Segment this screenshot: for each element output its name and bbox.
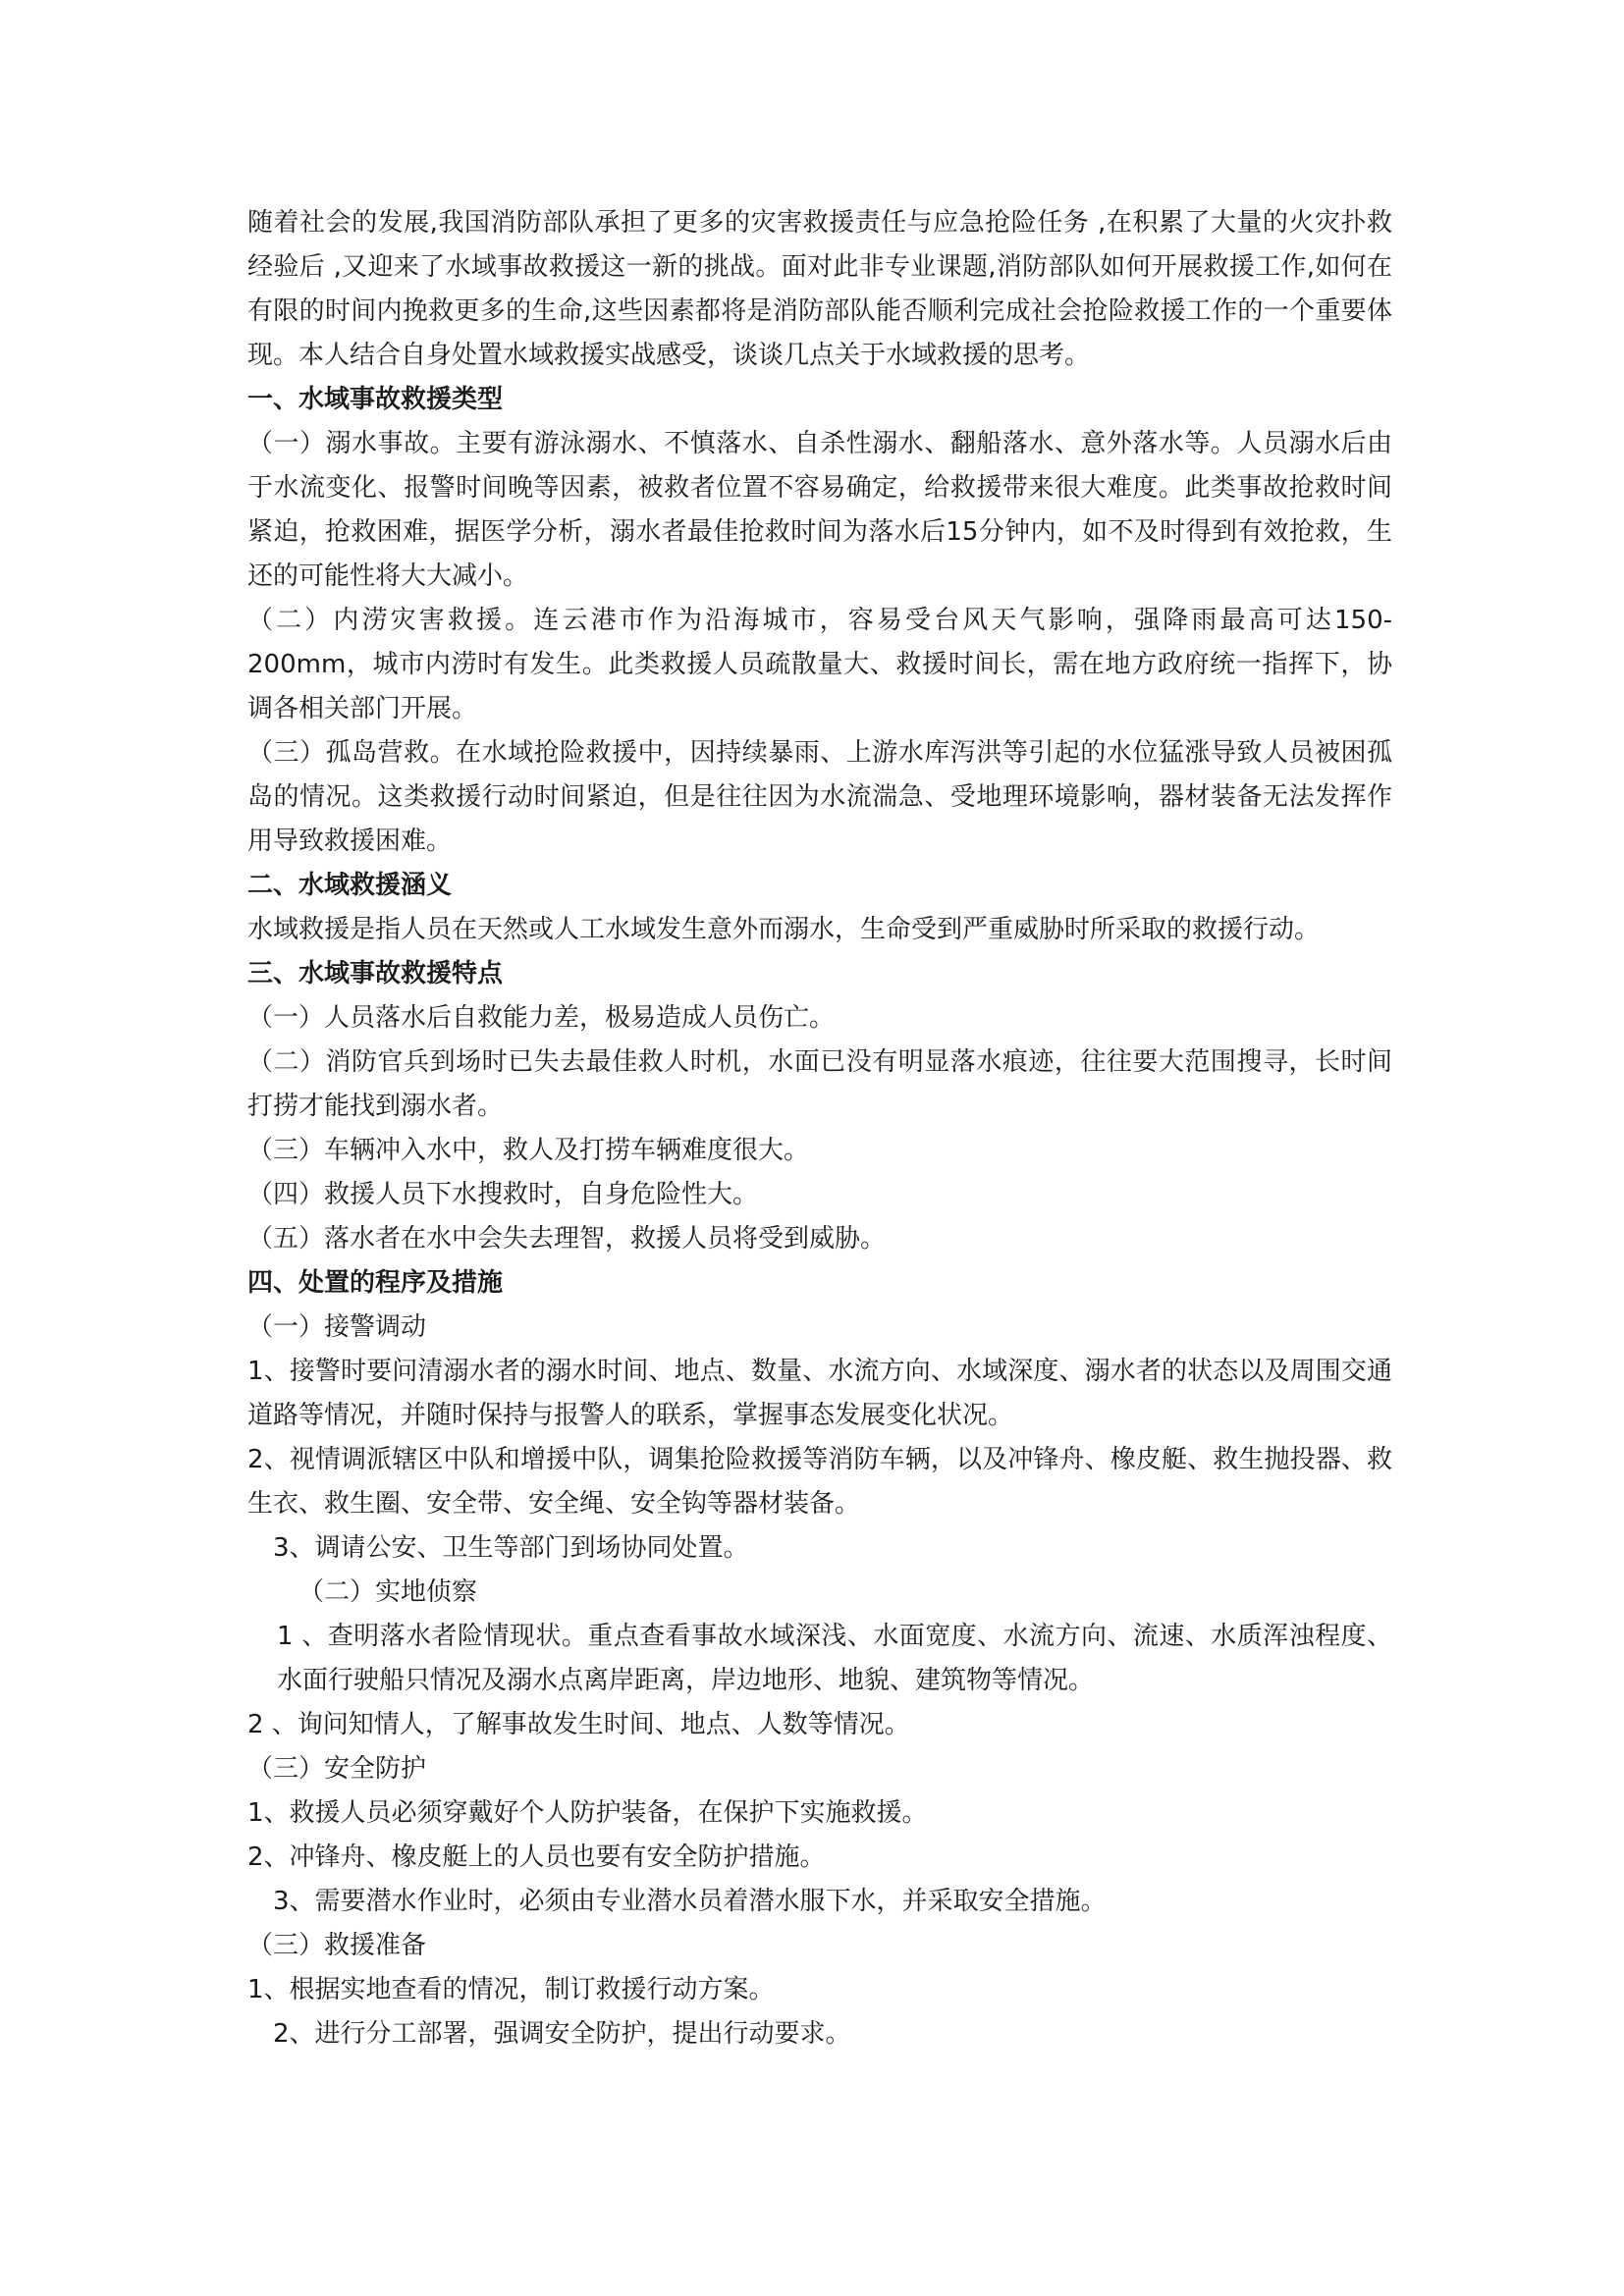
subsection-title-reconnaissance: （二）实地侦察 bbox=[298, 1577, 478, 1607]
section1-item-1: （一）溺水事故。主要有游泳溺水、不慎落水、自杀性溺水、翻船落水、意外落水等。人员溺水后由于水流变化、报警时间晚等因素，被救者位置不容易确定，给救援带来很大难度。此类事故抢救时间紧迫，抢救困难，据医学分析，溺水者最佳抢救时间为落水后15分钟内，如不及时得到有效抢救，生还的可能性将大大减小。 bbox=[247, 429, 1392, 591]
section3-item-5: （五）落水者在水中会失去理智，救援人员将受到威胁。 bbox=[247, 1224, 887, 1254]
section3-item-2: （二）消防官兵到场时已失去最佳救人时机，水面已没有明显落水痕迹，往往要大范围搜寻，长时间打捞才能找到溺水者。 bbox=[247, 1047, 1392, 1121]
section1-item-2: （二）内涝灾害救援。连云港市作为沿海城市，容易受台风天气影响，强降雨最高可达150-200mm，城市内涝时有发生。此类救援人员疏散量大、救援时间长，需在地方政府统一指挥下，协调各相关部门开展。 bbox=[247, 606, 1392, 723]
section3-item-4: （四）救援人员下水搜救时，自身危险性大。 bbox=[247, 1180, 759, 1209]
preparation-item-2: 2、进行分工部署，强调安全防护，提出行动要求。 bbox=[273, 2019, 851, 2049]
section3-item-1: （一）人员落水后自救能力差，极易造成人员伤亡。 bbox=[247, 1003, 836, 1033]
dispatch-item-2: 2、视情调派辖区中队和增援中队，调集抢险救援等消防车辆，以及冲锋舟、橡皮艇、救生抛投器、救生衣、救生圈、安全带、安全绳、安全钩等器材装备。 bbox=[247, 1445, 1392, 1519]
intro-paragraph: 随着社会的发展,我国消防部队承担了更多的灾害救援责任与应急抢险任务 ,在积累了大量的火灾扑救经验后 ,又迎来了水域事故救援这一新的挑战。面对此非专业课题,消防部队如何开展救援工作,如何在有限的时间内挽救更多的生命,这些因素都将是消防部队能否顺利完成社会抢险救援工作的一个重要体现。本人结合自身处置水域救援实战感受，谈谈几点关于水域救援的思考。 bbox=[247, 208, 1392, 370]
safety-item-1: 1、救援人员必须穿戴好个人防护装备，在保护下实施救援。 bbox=[247, 1798, 928, 1828]
dispatch-item-1: 1、接警时要问清溺水者的溺水时间、地点、数量、水流方向、水域深度、溺水者的状态以及周围交通道路等情况，并随时保持与报警人的联系，掌握事态发展变化状况。 bbox=[247, 1357, 1392, 1430]
document-page bbox=[247, 201, 1392, 2056]
section-heading-2: 二、水域救援涵义 bbox=[247, 871, 453, 900]
section1-item-3: （三）孤岛营救。在水域抢险救援中，因持续暴雨、上游水库泻洪等引起的水位猛涨导致人员被困孤岛的情况。这类救援行动时间紧迫，但是往往因为水流湍急、受地理环境影响，器材装备无法发挥作用导致救援困难。 bbox=[247, 738, 1392, 856]
safety-item-2: 2、冲锋舟、橡皮艇上的人员也要有安全防护措施。 bbox=[247, 1842, 826, 1872]
subsection-title-safety: （三）安全防护 bbox=[247, 1754, 427, 1784]
subsection-title-preparation: （三）救援准备 bbox=[247, 1931, 427, 1960]
preparation-item-1: 1、根据实地查看的情况，制订救援行动方案。 bbox=[247, 1975, 775, 2004]
section-heading-1: 一、水域事故救援类型 bbox=[247, 385, 504, 414]
section-heading-3: 三、水域事故救援特点 bbox=[247, 959, 504, 988]
section2-body: 水域救援是指人员在天然或人工水域发生意外而溺水，生命受到严重威胁时所采取的救援行动。 bbox=[247, 915, 1321, 944]
reconnaissance-item-1: 1 、查明落水者险情现状。重点查看事故水域深浅、水面宽度、水流方向、流速、水质浑浊程度、水面行驶船只情况及溺水点离岸距离，岸边地形、地貌、建筑物等情况。 bbox=[277, 1622, 1392, 1695]
reconnaissance-item-2: 2 、询问知情人，了解事故发生时间、地点、人数等情况。 bbox=[247, 1710, 910, 1739]
subsection-title-dispatch: （一）接警调动 bbox=[247, 1312, 427, 1342]
section3-item-3: （三）车辆冲入水中，救人及打捞车辆难度很大。 bbox=[247, 1136, 810, 1165]
dispatch-item-3: 3、调请公安、卫生等部门到场协同处置。 bbox=[273, 1533, 749, 1563]
section-heading-4: 四、处置的程序及措施 bbox=[247, 1268, 504, 1298]
safety-item-3: 3、需要潜水作业时，必须由专业潜水员着潜水服下水，并采取安全措施。 bbox=[273, 1887, 1107, 1916]
